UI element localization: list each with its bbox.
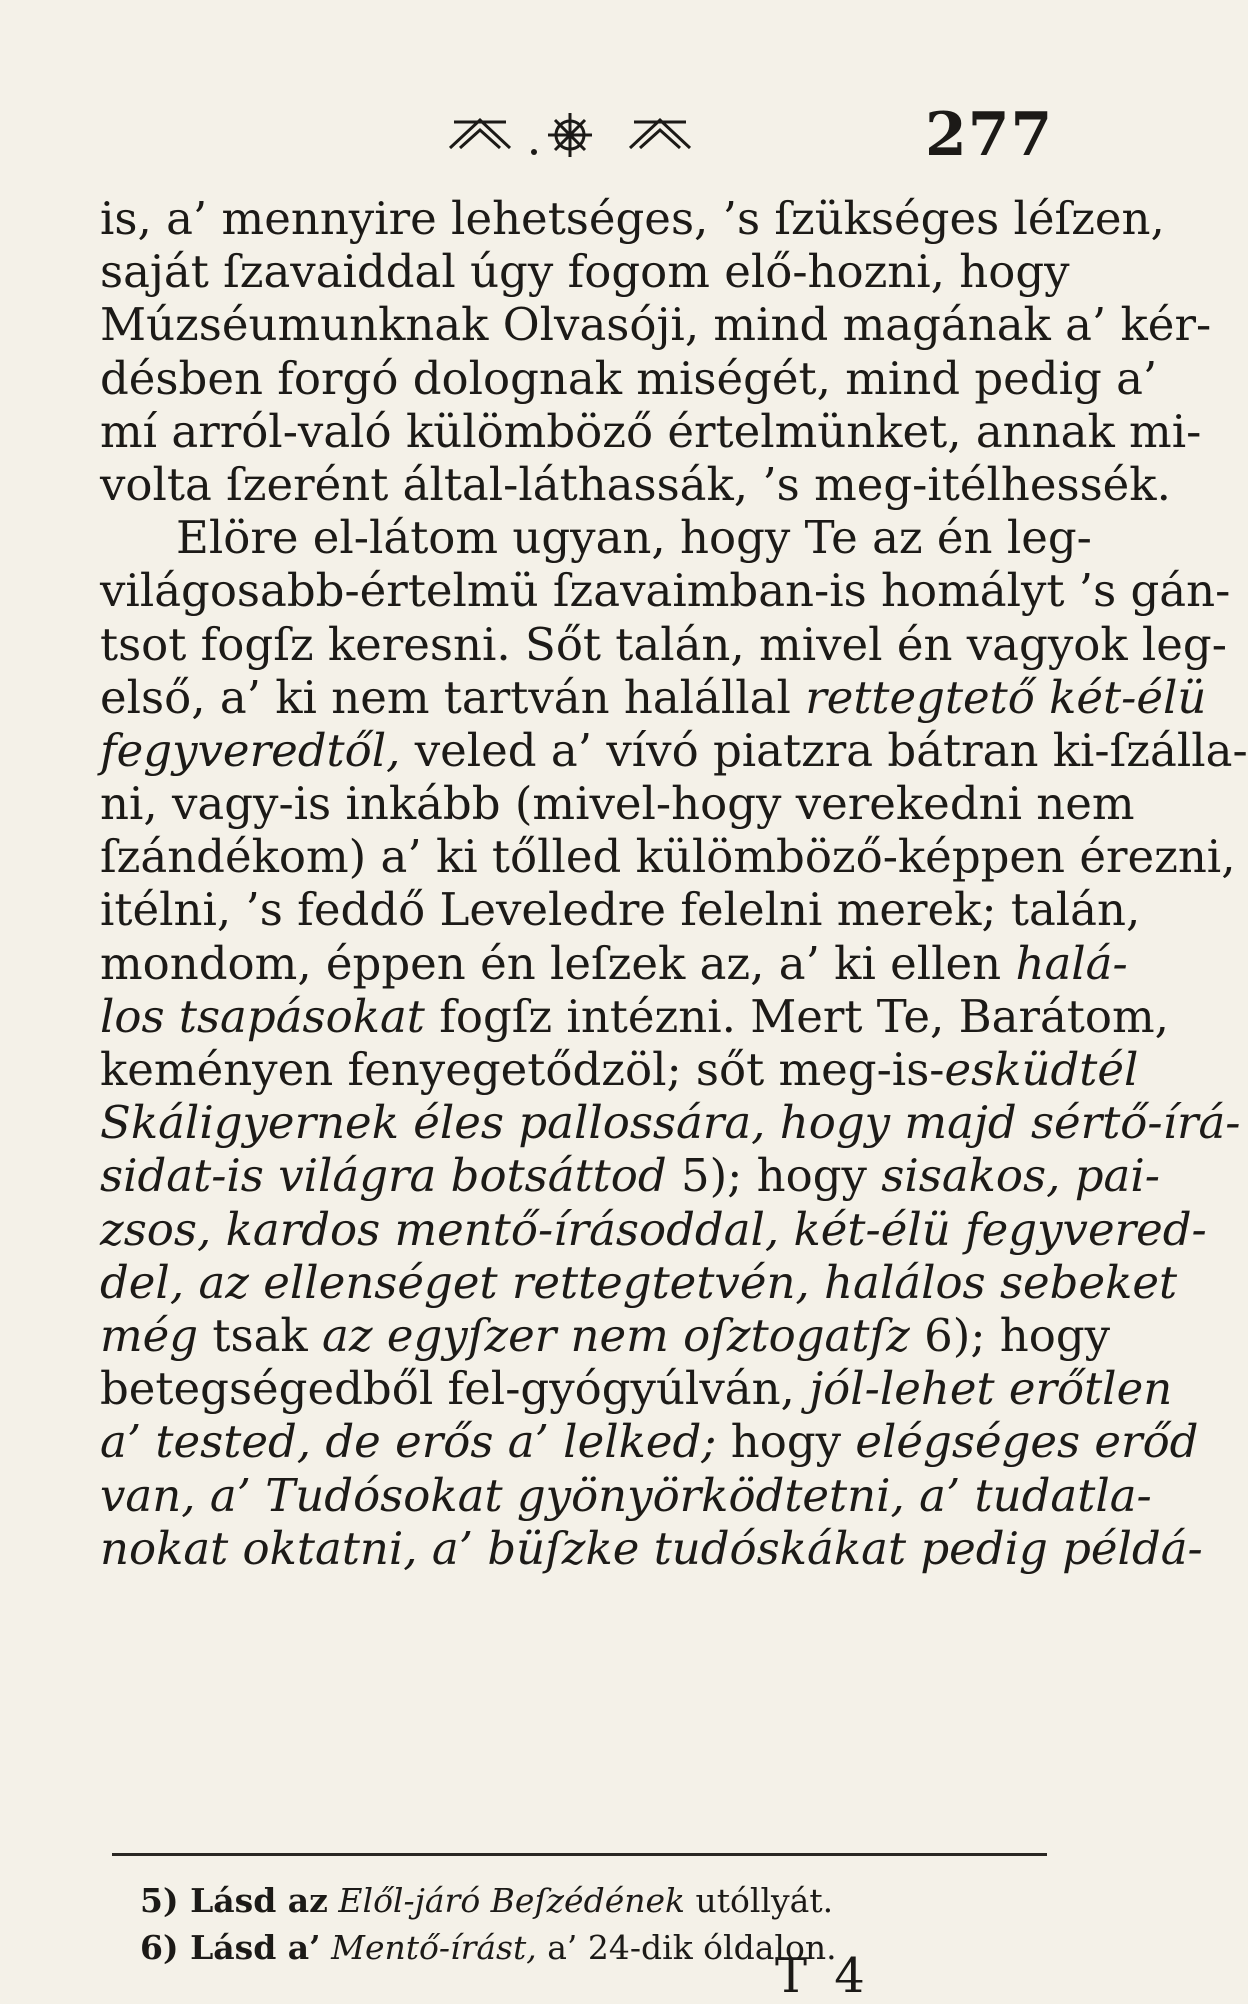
text-line: keményen fenyegetődzöl; sőt meg-is-esküdtél	[100, 1043, 1139, 1096]
text-line: a’ tested, de erős a’ lelked; hogy elégséges erőd	[100, 1415, 1199, 1469]
footnote-5: 5) Lásd az Elől-járó Beſzédének utóllyát.	[140, 1881, 834, 1920]
paragraph-start-line: Elöre el-látom ugyan, hogy Te az én leg-	[176, 511, 1092, 565]
text-line: betegségedből fel-gyógyúlván, jól-lehet erőtlen	[100, 1362, 1173, 1416]
text-line: sidat-is világra botsáttod 5); hogy sisakos, pai-	[100, 1149, 1160, 1203]
text-line: világosabb-értelmü ſzavaimban-is homályt ’s gán-	[100, 564, 1231, 618]
text-line: mí arról-való külömböző értelmünket, annak mi-	[100, 404, 1202, 458]
text-line: del, az ellenséget rettegtetvén, halálos sebeket	[100, 1255, 1178, 1309]
page-header	[0, 100, 1115, 170]
text-line: désben forgó dolognak miségét, mind pedig a’	[100, 351, 1158, 405]
text-line: fegyveredtől, veled a’ vívó piatzra bátran ki-ſzálla-	[100, 723, 1248, 777]
text-line: Múzséumunknak Olvasóji, mind magának a’ kér-	[100, 298, 1212, 352]
text-line: tsot fogſz keresni. Sőt talán, mivel én vagyok leg-	[100, 617, 1227, 671]
text-line: zsos, kardos mentő-írásoddal, két-élü fegyvered-	[100, 1202, 1207, 1256]
text-line: itélni, ’s feddő Leveledre felelni merek; talán,	[100, 883, 1141, 937]
text-line: los tsapásokat fogſz intézni. Mert Te, Barátom,	[100, 989, 1169, 1043]
text-line: még tsak az egyſzer nem oſztogatſz 6); hogy	[100, 1308, 1111, 1362]
text-line: saját ſzavaiddal úgy fogom elő-hozni, hogy	[100, 245, 1070, 299]
text-line: is, a’ mennyire lehetséges, ’s ſzükséges léſzen,	[100, 192, 1165, 245]
text-line: első, a’ ki nem tartván halállal rettegtető két-élü	[100, 670, 1207, 724]
text-line: nokat oktatni, a’ büſzke tudóskákat pedig példá-	[100, 1521, 1203, 1575]
footnote-6: 6) Lásd a’ Mentő-írást, a’ 24-dik óldalon.	[140, 1928, 837, 1967]
signature-mark: T 4	[775, 1948, 871, 2004]
text-line: Skáligyernek éles pallossára, hogy majd sértő-írá-	[100, 1096, 1241, 1150]
footnotes	[140, 1877, 1040, 1971]
text-line: mondom, éppen én leſzek az, a’ ki ellen halá-	[100, 936, 1128, 990]
footnote-divider	[112, 1853, 1047, 1856]
text-line: ni, vagy-is inkább (mivel-hogy verekedni nem	[100, 777, 1135, 831]
page-number: 277	[925, 100, 1054, 170]
text-line: van, a’ Tudósokat gyönyörködtetni, a’ tudatla-	[100, 1468, 1152, 1522]
printer-ornament-icon	[440, 108, 700, 162]
text-line: ſzándékom) a’ ki tőlled külömböző-képpen érezni,	[100, 830, 1236, 884]
text-line: volta ſzerént által-láthassák, ’s meg-itélhessék.	[100, 457, 1171, 511]
body-text	[100, 192, 1248, 1575]
